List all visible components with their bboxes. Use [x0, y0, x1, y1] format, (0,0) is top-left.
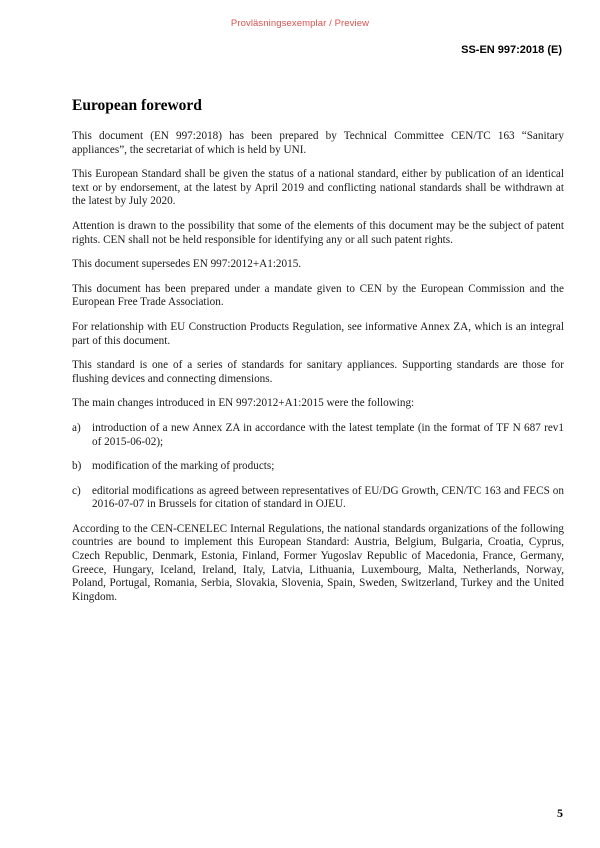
page-number: 5 — [557, 806, 563, 820]
changes-list — [72, 422, 564, 512]
list-item — [72, 460, 564, 474]
paragraph-national-status: This European Standard shall be given the status of a national standard, either by publication of an identical text or by endorsement, at the latest by April 2019 and conflicting national standards shall be withdrawn at the latest by July 2020. — [72, 168, 564, 208]
paragraph-patent-rights: Attention is drawn to the possibility that some of the elements of this document may be the subject of patent rights. CEN shall not be held responsible for identifying any or all such patent rights. — [72, 219, 564, 246]
section-heading: European foreword — [72, 97, 202, 114]
document-id: SS-EN 997:2018 (E) — [461, 44, 562, 56]
paragraph-prepared-by: This document (EN 997:2018) has been prepared by Technical Committee CEN/TC 163 “Sanitary appliances”, the secretariat of which is held by UNI. — [72, 130, 564, 156]
list-marker: c) — [72, 484, 81, 497]
paragraph-series: This standard is one of a series of standards for sanitary appliances. Supporting standards are those for flushing devices and connecting dimensions. — [72, 359, 564, 385]
preview-watermark: Provläsningsexemplar / Preview — [230, 18, 370, 29]
list-marker: a) — [72, 421, 81, 434]
list-text: introduction of a new Annex ZA in accordance with the latest template (in the format of TF N 687 rev1 of 2015-06-02); — [92, 421, 564, 448]
paragraph-main-changes: The main changes introduced in EN 997:2012+A1:2015 were the following: — [72, 397, 415, 410]
list-item — [72, 422, 564, 449]
list-marker: b) — [72, 460, 82, 473]
list-text: modification of the marking of products; — [92, 460, 275, 473]
paragraph-countries: According to the CEN-CENELEC Internal Regulations, the national standards organizations of the following countries are bound to implement this European Standard: Austria, Belgium, Bulgaria, Croatia, Cyprus, Czech Republic, Denmark, Estonia, Finland, Former Yugoslav Republic of Macedonia, France, Germany, Greece, Hungary, Iceland, Ireland, Italy, Latvia, Lithuania, Luxembourg, Malta, Netherlands, Norway, Poland, Portugal, Romania, Serbia, Slovakia, Slovenia, Spain, Sweden, Switzerland, Turkey and the United Kingdom. — [72, 522, 564, 603]
paragraph-mandate: This document has been prepared under a mandate given to CEN by the European Commission and the European Free Trade Association. — [72, 282, 564, 309]
paragraph-eu-regulation: For relationship with EU Construction Products Regulation, see informative Annex ZA, which is an integral part of this document. — [72, 320, 564, 347]
list-text: editorial modifications as agreed between representatives of EU/DG Growth, CEN/TC 163 and FECS on 2016-07-07 in Brussels for citation of standard in OJEU. — [92, 484, 564, 511]
paragraph-supersedes: This document supersedes EN 997:2012+A1:2015. — [72, 258, 302, 271]
document-body — [72, 97, 564, 615]
list-item — [72, 485, 564, 512]
